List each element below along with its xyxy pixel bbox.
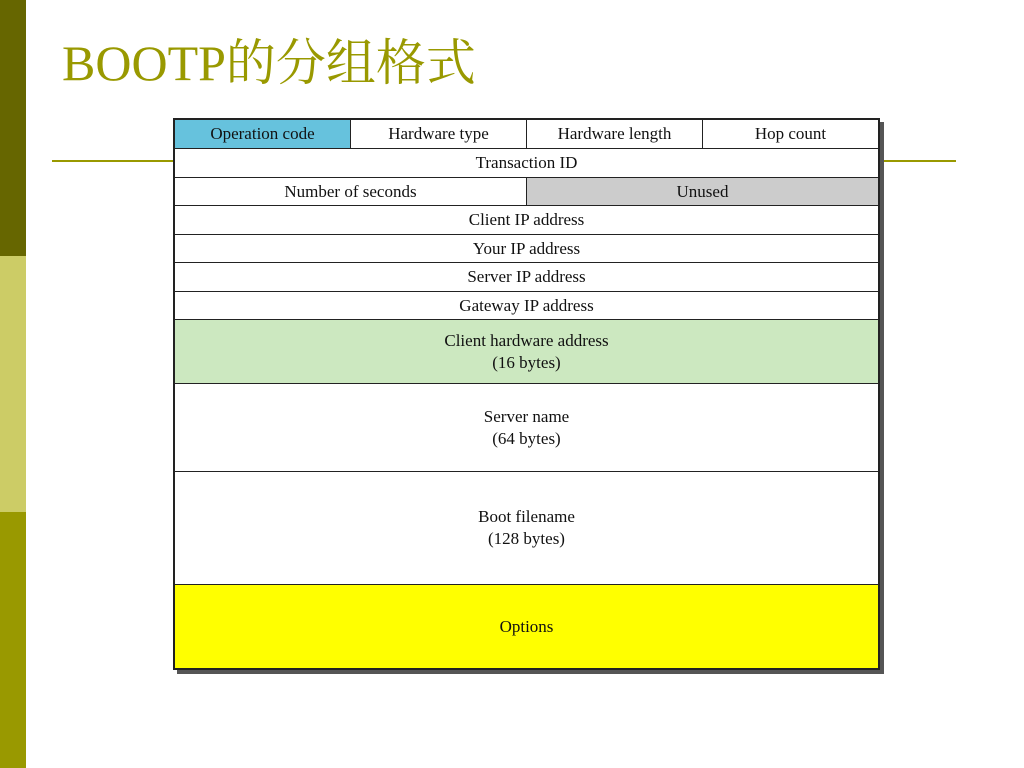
packet-row-seconds: [175, 177, 878, 205]
packet-row-options: [175, 584, 878, 668]
field-hardware-length: Hardware length: [526, 120, 702, 148]
slide-title: BOOTP的分组格式: [62, 35, 476, 91]
field-number-of-seconds: Number of seconds: [284, 181, 417, 201]
title-rule-left: [52, 160, 176, 162]
boot-filename-size: (128 bytes): [488, 529, 565, 548]
server-name-label: Server name: [483, 406, 570, 426]
field-hop-count: Hop count: [702, 120, 878, 148]
field-options: Options: [175, 585, 878, 668]
title-rule-right: [878, 160, 956, 162]
packet-row-transaction: [175, 148, 878, 177]
packet-row-your-ip: [175, 234, 878, 262]
packet-row-client-ip: [175, 205, 878, 234]
field-server-name: [175, 384, 878, 471]
field-your-ip: Your IP address: [472, 238, 581, 258]
sidebar-stripe-bottom: [0, 512, 26, 768]
field-gateway-ip: Gateway IP address: [459, 295, 594, 315]
field-client-hardware-address: [175, 320, 878, 383]
field-hardware-type: Hardware type: [350, 120, 526, 148]
field-operation-code: Operation code: [175, 120, 350, 148]
sidebar-stripe-top: [0, 0, 26, 256]
server-name-size: (64 bytes): [492, 428, 561, 448]
packet-row-client-hardware: [175, 319, 878, 383]
packet-row-header: [175, 120, 878, 148]
packet-row-server-name: [175, 383, 878, 471]
bootp-packet-diagram: [173, 118, 880, 670]
client-hardware-size: (16 bytes): [492, 352, 561, 372]
client-hardware-label: Client hardware address: [444, 330, 609, 350]
field-server-ip: Server IP address: [467, 267, 586, 286]
field-client-ip: Client IP address: [468, 210, 585, 229]
field-boot-filename: [175, 472, 878, 584]
packet-row-gateway-ip: [175, 291, 878, 319]
packet-row-server-ip: [175, 262, 878, 291]
field-unused: Unused: [526, 178, 878, 205]
boot-filename-label: Boot filename: [478, 507, 575, 526]
field-transaction-id: Transaction ID: [475, 153, 578, 172]
packet-row-boot-filename: [175, 471, 878, 584]
sidebar-stripe-middle: [0, 256, 26, 512]
